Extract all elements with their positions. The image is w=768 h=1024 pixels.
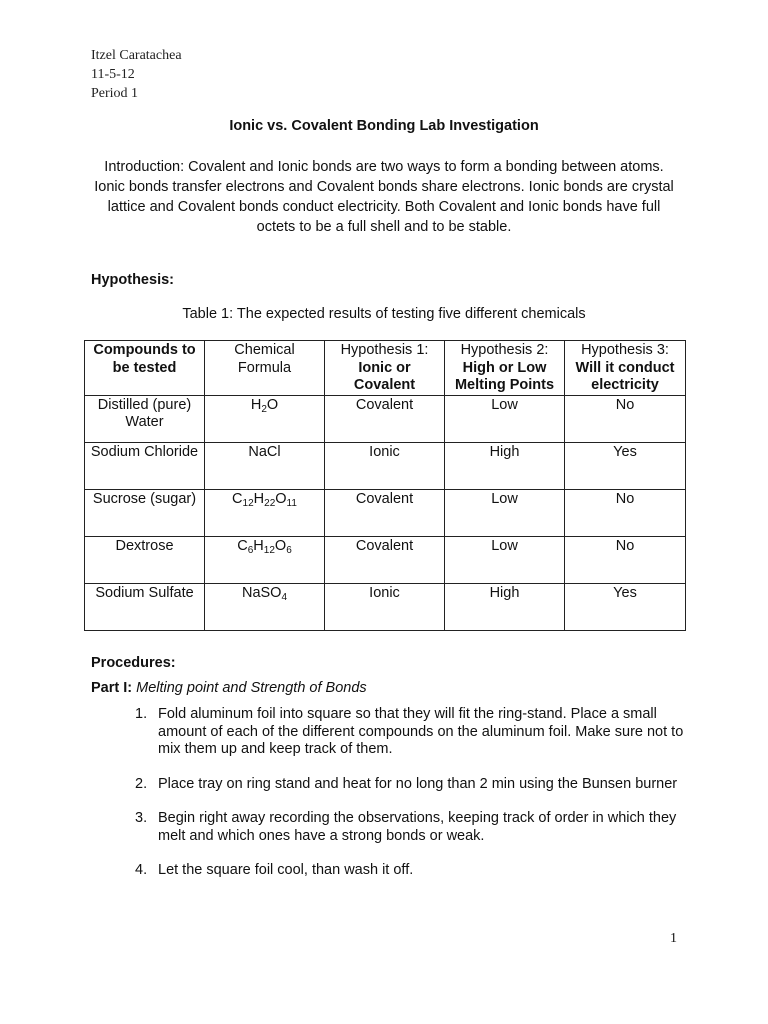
formula-cell: NaCl [205,442,325,489]
list-item [135,862,685,880]
table-row [85,583,686,630]
melting-point-cell: Low [445,395,565,442]
conductivity-cell: No [565,489,686,536]
table-row [85,395,686,442]
report-date: 11-5-12 [91,67,135,82]
compound-cell: Sodium Sulfate [85,583,205,630]
melting-point-cell: Low [445,489,565,536]
header-hypothesis-1: Hypothesis 1: Ionic or Covalent [325,341,445,396]
formula-cell: $H_2O$ [205,395,325,442]
conductivity-cell: No [565,395,686,442]
melting-point-cell: High [445,442,565,489]
step-text: Begin right away recording the observations, keeping track of order in which they melt and which ones have a strong bonds or weak. [158,810,677,844]
document-title: Ionic vs. Covalent Bonding Lab Investigation [229,118,539,134]
table-row [85,442,686,489]
step-number: 4. [135,862,148,878]
bond-type-cell: Covalent [325,489,445,536]
header-hypothesis-2: Hypothesis 2: High or Low Melting Points [445,341,565,396]
step-text: Let the square foil cool, than wash it off. [158,862,414,878]
compound-cell: Distilled (pure) Water [85,395,205,442]
step-number: 1. [135,706,148,722]
formula-cell: $C_6H_{12}O_6$ [205,536,325,583]
compound-cell: Sodium Chloride [85,442,205,489]
part-label: Part I: [91,680,133,696]
compound-cell: Dextrose [85,536,205,583]
header-hypothesis-3: Hypothesis 3: Will it conduct electricity [565,341,686,396]
step-number: 2. [135,775,148,792]
list-item [135,776,685,794]
page-number: 1 [670,931,677,946]
list-item [135,810,685,845]
step-number: 3. [135,810,148,826]
table-row [85,536,686,583]
compound-cell: Sucrose (sugar) [85,489,205,536]
hypothesis-table [84,340,686,631]
bond-type-cell: Covalent [325,536,445,583]
conductivity-cell: Yes [565,442,686,489]
melting-point-cell: Low [445,536,565,583]
procedures-heading: Procedures: [91,655,176,671]
formula-cell: NaSO$_4$ [205,583,325,630]
formula-cell: $C_{12}H_{22}O_{11}$ [205,489,325,536]
table-caption: Table 1: The expected results of testing five different chemicals [182,306,586,322]
header-formula: Chemical Formula [205,341,325,396]
part-heading [91,680,367,696]
class-period: Period 1 [91,86,139,101]
step-text: Place tray on ring stand and heat for no long than 2 min using the Bunsen burner [158,775,678,792]
student-header [91,46,182,103]
header-compounds: Compounds to be tested [85,341,205,396]
melting-point-cell: High [445,583,565,630]
procedure-steps [135,706,685,897]
hypothesis-heading: Hypothesis: [91,272,174,288]
list-item [135,706,685,759]
table-row [85,489,686,536]
bond-type-cell: Covalent [325,395,445,442]
conductivity-cell: No [565,536,686,583]
introduction-paragraph: Introduction: Covalent and Ionic bonds are two ways to form a bonding between atoms. Ionic bonds transfer electrons and Covalent bonds share electrons. Ionic bonds are crystal lattice and Covalent bonds conduct electricity. Both Covalent and Ionic bonds have full octets to be a full shell and to be stable. [94,159,674,235]
bond-type-cell: Ionic [325,583,445,630]
student-name: Itzel Caratachea [91,48,182,63]
step-text: Fold aluminum foil into square so that they will fit the ring-stand. Place a small amount of each of the different compounds on the aluminum foil. Make sure not to mix them up and keep track of them. [158,706,684,757]
conductivity-cell: Yes [565,583,686,630]
bond-type-cell: Ionic [325,442,445,489]
table-header-row [85,341,686,396]
part-description: Melting point and Strength of Bonds [136,680,367,696]
